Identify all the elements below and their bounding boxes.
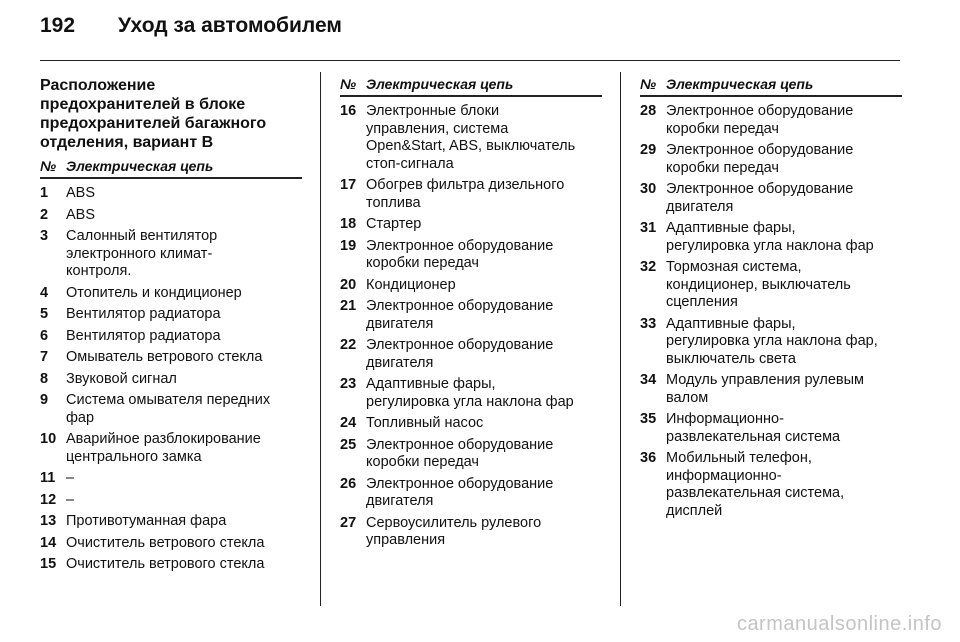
- fuse-circuit-line: коробки передач: [666, 120, 779, 137]
- fuse-row: [340, 298, 602, 333]
- fuse-circuit-line: ABS: [66, 185, 96, 201]
- fuse-circuit: [366, 216, 602, 234]
- fuse-circuit-line: Электронные блоки: [366, 103, 500, 119]
- fuse-row: [40, 431, 302, 466]
- fuse-number: 21: [340, 298, 357, 314]
- fuse-row: [40, 328, 302, 346]
- header-rule: [40, 60, 900, 61]
- fuse-circuit: [366, 415, 602, 433]
- fuse-circuit-line: Кондиционер: [366, 276, 456, 293]
- fuse-column-3: [640, 76, 902, 524]
- fuse-circuit: [666, 142, 902, 177]
- fuse-circuit-line: Стартер: [366, 216, 422, 232]
- fuse-circuit-line: Аварийное разблокирование: [66, 431, 261, 447]
- fuse-row: [40, 470, 302, 488]
- fuse-circuit-line: фар: [66, 409, 95, 426]
- fuse-row: [40, 513, 302, 531]
- fuse-circuit-line: Электронное оборудование: [366, 337, 554, 353]
- fuse-number: 24: [340, 415, 357, 431]
- fuse-circuit: [66, 535, 302, 553]
- fuse-number: 15: [40, 556, 57, 572]
- fuse-row: [340, 515, 602, 550]
- fuse-row: [40, 349, 302, 367]
- page-title: Уход за автомобилем: [118, 14, 342, 37]
- fuse-circuit: [66, 513, 302, 531]
- fuse-circuit: [666, 103, 902, 138]
- fuse-row: [340, 415, 602, 433]
- fuse-circuit-line: Вентилятор радиатора: [66, 327, 221, 344]
- fuse-circuit-line: управления: [366, 532, 446, 548]
- fuse-circuit: [66, 228, 302, 281]
- table-header: [640, 76, 902, 97]
- fuse-circuit-line: регулировка угла наклона фар,: [666, 333, 878, 349]
- fuse-circuit-line: двигателя: [366, 315, 434, 332]
- fuse-circuit-line: электронного климат-: [66, 245, 213, 262]
- fuse-number: 34: [640, 372, 657, 388]
- section-heading-line: предохранителей багажного: [40, 115, 267, 132]
- fuse-circuit: [366, 238, 602, 273]
- fuse-circuit: [66, 431, 302, 466]
- fuse-circuit: [66, 349, 302, 367]
- fuse-circuit-line: развлекательная система,: [666, 485, 845, 501]
- fuse-circuit: [366, 103, 602, 173]
- fuse-row: [40, 492, 302, 510]
- fuse-circuit-line: двигателя: [666, 198, 734, 215]
- fuse-row: [640, 450, 902, 520]
- fuse-row: [640, 411, 902, 446]
- fuse-circuit-line: контроля.: [66, 263, 132, 279]
- fuse-number: 14: [40, 534, 57, 551]
- fuse-circuit-line: –: [66, 491, 75, 508]
- fuse-circuit: [66, 556, 302, 574]
- fuse-row: [640, 316, 902, 369]
- fuse-column-1: [40, 76, 302, 578]
- fuse-number: 20: [340, 276, 357, 293]
- fuse-row: [40, 535, 302, 553]
- fuse-circuit: [66, 328, 302, 346]
- fuse-row: [640, 259, 902, 312]
- fuse-circuit-line: Система омывателя передних: [66, 392, 271, 408]
- fuse-circuit-line: Адаптивные фары,: [366, 376, 496, 392]
- fuse-row: [40, 285, 302, 303]
- fuse-circuit-line: валом: [666, 389, 709, 406]
- fuse-circuit-line: Отопитель и кондиционер: [66, 284, 242, 301]
- fuse-circuit-line: кондиционер, выключатель: [666, 276, 851, 293]
- fuse-circuit-line: Электронное оборудование: [666, 181, 854, 197]
- fuse-circuit: [666, 181, 902, 216]
- fuse-circuit-line: Модуль управления рулевым: [666, 372, 864, 388]
- fuse-number: 18: [340, 216, 357, 232]
- fuse-circuit-line: регулировка угла наклона фар: [666, 237, 874, 254]
- fuse-circuit-line: Тормозная система,: [666, 259, 802, 275]
- fuse-row: [340, 337, 602, 372]
- fuse-circuit-line: сцепления: [666, 294, 738, 310]
- fuse-circuit: [666, 316, 902, 369]
- fuse-circuit: [666, 372, 902, 407]
- fuse-circuit: [66, 285, 302, 303]
- circuit-header: Электрическая цепь: [666, 76, 814, 92]
- fuse-number: 5: [40, 306, 49, 322]
- fuse-circuit-line: Электронное оборудование: [366, 436, 554, 453]
- watermark: carmanualsonline.info: [736, 613, 942, 635]
- page-number: 192: [40, 14, 76, 37]
- fuse-row: [640, 142, 902, 177]
- fuse-circuit-line: Электронное оборудование: [366, 475, 554, 492]
- num-header: №: [640, 76, 657, 92]
- fuse-number: 32: [640, 259, 657, 275]
- fuse-circuit-line: Сервоусилитель рулевого: [366, 514, 542, 531]
- fuse-number: 30: [640, 181, 657, 197]
- fuse-circuit-line: Очиститель ветрового стекла: [66, 534, 265, 551]
- section-heading-line: отделения, вариант B: [40, 134, 214, 151]
- fuse-number: 12: [40, 491, 57, 508]
- fuse-row: [40, 228, 302, 281]
- fuse-circuit: [366, 515, 602, 550]
- fuse-circuit: [66, 470, 302, 488]
- fuse-circuit-line: Противотуманная фара: [66, 513, 227, 529]
- table-header: [40, 158, 302, 179]
- fuse-row: [640, 181, 902, 216]
- fuse-row: [340, 103, 602, 173]
- num-header: №: [40, 158, 57, 174]
- fuse-circuit: [366, 298, 602, 333]
- fuse-circuit: [666, 220, 902, 255]
- fuse-circuit-line: Очиститель ветрового стекла: [66, 556, 265, 572]
- fuse-circuit: [366, 177, 602, 212]
- fuse-row: [40, 392, 302, 427]
- fuse-circuit-line: Мобильный телефон,: [666, 450, 812, 466]
- fuse-circuit-line: управления, система: [366, 120, 509, 137]
- fuse-circuit: [66, 306, 302, 324]
- fuse-circuit-line: регулировка угла наклона фар: [366, 393, 574, 410]
- fuse-circuit-line: информационно-: [666, 467, 782, 484]
- fuse-number: 19: [340, 237, 357, 254]
- fuse-circuit: [666, 411, 902, 446]
- section-heading-line: предохранителей в блоке: [40, 96, 246, 113]
- fuse-list: [40, 185, 302, 574]
- fuse-row: [640, 372, 902, 407]
- fuse-circuit-line: Электронное оборудование: [366, 298, 554, 314]
- fuse-circuit-line: коробки передач: [366, 454, 479, 470]
- fuse-circuit-line: Салонный вентилятор: [66, 228, 218, 244]
- fuse-number: 23: [340, 376, 357, 392]
- fuse-circuit-line: Электронное оборудование: [666, 142, 854, 158]
- fuse-circuit-line: Электронное оборудование: [366, 237, 554, 254]
- fuse-row: [340, 216, 602, 234]
- fuse-circuit-line: Адаптивные фары,: [666, 220, 796, 236]
- fuse-circuit: [66, 492, 302, 510]
- fuse-circuit-line: выключатель света: [666, 350, 796, 367]
- fuse-number: 31: [640, 220, 657, 236]
- fuse-circuit: [366, 476, 602, 511]
- fuse-list: [640, 103, 902, 520]
- fuse-number: 35: [640, 411, 657, 427]
- num-header: №: [340, 76, 357, 92]
- fuse-number: 17: [340, 177, 357, 193]
- fuse-row: [640, 103, 902, 138]
- fuse-circuit-line: Звуковой сигнал: [66, 370, 177, 387]
- fuse-circuit: [366, 277, 602, 295]
- fuse-circuit: [366, 337, 602, 372]
- fuse-circuit-line: Обогрев фильтра дизельного: [366, 177, 565, 193]
- fuse-circuit: [66, 207, 302, 225]
- fuse-number: 16: [340, 103, 357, 119]
- fuse-number: 36: [640, 450, 657, 466]
- fuse-number: 13: [40, 513, 57, 529]
- fuse-row: [40, 371, 302, 389]
- fuse-circuit-line: –: [66, 470, 75, 486]
- fuse-circuit-line: центрального замка: [66, 448, 202, 465]
- fuse-circuit-line: Омыватель ветрового стекла: [66, 349, 263, 365]
- fuse-column-2: [340, 76, 602, 554]
- fuse-row: [40, 207, 302, 225]
- fuse-circuit-line: Адаптивные фары,: [666, 315, 796, 332]
- fuse-row: [340, 177, 602, 212]
- fuse-circuit-line: стоп-сигнала: [366, 155, 454, 172]
- column-divider: [620, 72, 621, 606]
- fuse-circuit: [66, 185, 302, 203]
- fuse-number: 27: [340, 514, 357, 531]
- circuit-header: Электрическая цепь: [66, 158, 214, 174]
- fuse-circuit-line: дисплей: [666, 502, 723, 519]
- fuse-circuit: [366, 437, 602, 472]
- fuse-row: [340, 437, 602, 472]
- fuse-number: 1: [40, 185, 49, 201]
- fuse-number: 29: [640, 142, 657, 158]
- fuse-number: 9: [40, 392, 49, 408]
- fuse-row: [40, 306, 302, 324]
- fuse-circuit-line: Топливный насос: [366, 415, 484, 431]
- fuse-circuit-line: двигателя: [366, 493, 434, 509]
- fuse-row: [340, 476, 602, 511]
- fuse-circuit: [666, 259, 902, 312]
- fuse-number: 7: [40, 349, 49, 365]
- fuse-circuit-line: Open&Start, ABS, выключатель: [366, 138, 576, 154]
- fuse-number: 28: [640, 103, 657, 119]
- fuse-circuit: [66, 371, 302, 389]
- fuse-number: 8: [40, 370, 49, 387]
- fuse-circuit-line: топлива: [366, 194, 421, 211]
- table-header: [340, 76, 602, 97]
- fuse-number: 2: [40, 206, 49, 223]
- fuse-circuit: [666, 450, 902, 520]
- fuse-row: [640, 220, 902, 255]
- fuse-number: 6: [40, 327, 49, 344]
- fuse-row: [40, 556, 302, 574]
- fuse-circuit-line: Информационно-: [666, 411, 784, 427]
- fuse-number: 22: [340, 337, 357, 353]
- section-heading: [40, 76, 302, 152]
- column-divider: [320, 72, 321, 606]
- fuse-circuit: [66, 392, 302, 427]
- fuse-circuit-line: двигателя: [366, 354, 434, 371]
- fuse-row: [40, 185, 302, 203]
- fuse-number: 3: [40, 228, 49, 244]
- fuse-row: [340, 376, 602, 411]
- fuse-number: 25: [340, 436, 357, 453]
- fuse-number: 4: [40, 284, 49, 301]
- fuse-list: [340, 103, 602, 550]
- fuse-circuit-line: Вентилятор радиатора: [66, 306, 221, 322]
- fuse-number: 33: [640, 315, 657, 332]
- fuse-circuit-line: коробки передач: [666, 159, 779, 176]
- fuse-row: [340, 238, 602, 273]
- fuse-circuit-line: ABS: [66, 206, 96, 223]
- fuse-circuit-line: развлекательная система: [666, 428, 841, 445]
- fuse-circuit: [366, 376, 602, 411]
- fuse-number: 26: [340, 475, 357, 492]
- fuse-circuit-line: Электронное оборудование: [666, 103, 854, 119]
- fuse-row: [340, 277, 602, 295]
- fuse-number: 10: [40, 431, 57, 447]
- fuse-number: 11: [40, 470, 56, 486]
- circuit-header: Электрическая цепь: [366, 76, 514, 92]
- fuse-circuit-line: коробки передач: [366, 255, 479, 271]
- section-heading-line: Расположение: [40, 77, 156, 94]
- page-header: [40, 14, 342, 38]
